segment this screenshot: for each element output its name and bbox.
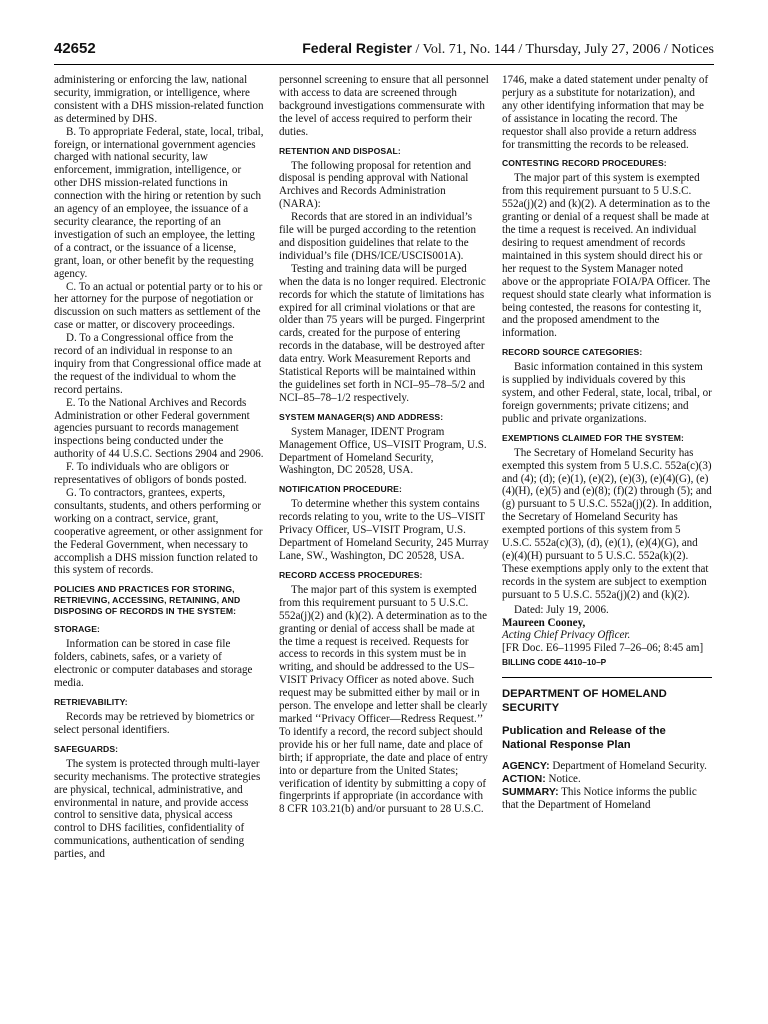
document-separator [502, 677, 712, 678]
routine-use-d: D. To a Congressional office from the record of an individual in response to an inquiry from that Congressional office made at the request of the individual to whom the record pertains. [54, 332, 262, 396]
signer-title: Acting Chief Privacy Officer. [502, 629, 631, 642]
retention-text: Records that are stored in an individual’s file will be purged according to the retention and disposition guidelines that relate to the individual’s file (DHS/ICE/USCIS001A). [279, 211, 477, 262]
agency-field [502, 760, 712, 773]
storage-text: Information can be stored in case file folders, cabinets, safes, or a variety of electronic or computer databases and storage media. [54, 638, 253, 690]
section-heading-record-access: RECORD ACCESS PROCEDURES: [279, 569, 423, 580]
safeguards-text: The system is protected through multi-layer security mechanisms. The protective strategies are physical, technical, administrative, and environmental in nature, and provide access control to sensitive data, physical access control to DHS facilities, confidentiality of communications, authentication of sending parties, and [54, 757, 261, 861]
summary-label: SUMMARY: [502, 785, 559, 798]
routine-use-e: E. To the National Archives and Records Administration or other Federal government agencies pursuant to records management inspections being conducted under the authority of 44 U.S.C. Sections 2904 and 2906. [54, 396, 264, 461]
retention-text: Testing and training data will be purged when the data is no longer required. Electronic records for which the statute of limitations has expired for all criminal violations or that are older than 75 years will be purged. Fingerprint cards, created for the purpose of entering records in the database, will be destroyed after data entry. Work Measurement Reports and Statistical Reports will be maintained within the guidelines set forth in NCI–95–78–5/2 and NCI–85–78–1/2 respectively. [279, 262, 486, 404]
record-access-text: The major part of this system is exempted from this requirement pursuant to 5 U.S.C. 552a(j)(2) and (k)(2). A determination as to the granting or denial of access shall be made at the time a request is received. Requests for access to records in this system must be in writing, and should be addressed to the US–VISIT Privacy Officer as noted above. Such request may be submitted either by mail or in person. The envelope and letter shall be clearly marked ‘‘Privacy Officer—Redress Request.’’ To identify a record, the record subject should provide his or her full name, date and place of birth; if appropriate, the date and place of entry into or departure from the United States; verification of identity by submitting a copy of fingerprints if appropriate (in accordance with 8 CFR 103.21(b) and/or pursuant to 28 U.S.C. [279, 583, 488, 816]
page-number: 42652 [54, 40, 96, 57]
routine-use-f: F. To individuals who are obligors or representatives of obligors of bonds posted. [54, 461, 247, 487]
publication-name: Federal Register [302, 40, 412, 56]
paragraph: personnel screening to ensure that all personnel with access to data are screened through background investigations commensurate with the level of access required to perform their duties. [279, 74, 489, 138]
action-value: Notice. [545, 773, 581, 786]
running-head [302, 40, 714, 58]
contesting-text: The major part of this system is exempted from this requirement pursuant to 5 U.S.C. 552a(j)(2) and (k)(2). A determination as to the granting or denial of a request shall be made at the time a request is received. An individual desiring to request amendment of records maintained in this system should direct his or her request to the System Manager noted above or the appropriate FOIA/PA Officer. The request should state clearly what information is being contested, the reasons for contesting it, and the proposed amendment to the information. [502, 172, 712, 340]
paragraph: 1746, make a dated statement under penalty of perjury as a substitute for notarization), and any other identifying information that may be of assistance in locating the record. The requestor shall also provide a return address for transmitting the records to be released. [502, 74, 709, 151]
notification-text: To determine whether this system contains records relating to you, write to the US–VISIT Privacy Officer, US–VISIT Program, U.S. Department of Homeland Security, 245 Murray Lane, SW., Washington, DC 20528, USA. [279, 498, 489, 562]
page-header [54, 38, 714, 62]
routine-use-c: C. To an actual or potential party or to his or her attorney for the purpose of negotiation or discussion on such matters as settlement of the case or matter, or discovery proceedings. [54, 280, 263, 332]
column-1 [54, 74, 264, 861]
section-heading-contesting: CONTESTING RECORD PROCEDURES: [502, 158, 667, 169]
section-heading-exemptions: EXEMPTIONS CLAIMED FOR THE SYSTEM: [502, 432, 684, 443]
agency-label: AGENCY: [502, 760, 550, 773]
column-2 [279, 74, 489, 816]
retention-text: The following proposal for retention and disposal is pending approval with National Archives and Records Administration (NARA): [279, 159, 472, 211]
signer-name: Maureen Cooney, [502, 616, 586, 629]
summary-value: This Notice informs the public that the Department of Homeland [502, 785, 697, 811]
section-heading-safeguards: SAFEGUARDS: [54, 743, 119, 754]
header-rule [54, 64, 714, 65]
agency-value: Department of Homeland Security. [549, 760, 707, 773]
section-heading-policies: POLICIES AND PRACTICES FOR STORING, RETRIEVING, ACCESSING, RETAINING, AND DISPOSING OF RECORDS IN THE SYSTEM: [54, 584, 241, 617]
fr-doc-line: [FR Doc. E6–11995 Filed 7–26–06; 8:45 am] [502, 642, 704, 655]
section-heading-storage: STORAGE: [54, 624, 101, 635]
action-label: ACTION: [502, 773, 546, 786]
exemptions-text: The Secretary of Homeland Security has exempted this system from 5 U.S.C. 552a(c)(3) and (4); (d); (e)(1), (e)(2), (e)(3), (e)(4)(G), (e)(4)(H), (e)(5) and (e)(8); (f)(2) through (5); and (g) pursuant to 5 U.S.C. 552a(j)(2). In addition, the Secretary of Homeland Security has exempted portions of this system from 5 U.S.C. 552a(c)(3), (d), (e)(1), (e)(4)(G), and (e)(4)(H) pursuant to 5 U.S.C. 552a(k)(2). These exemptions apply only to the extent that records in the system are subject to exemption pursuant to 5 U.S.C. 552a(j)(2) and (k)(2). [502, 446, 712, 601]
section-heading-retention: RETENTION AND DISPOSAL: [279, 145, 401, 156]
issue-citation: / Vol. 71, No. 144 / Thursday, July 27, 2006 / Notices [411, 42, 714, 57]
section-heading-record-source: RECORD SOURCE CATEGORIES: [502, 347, 643, 358]
summary-field [502, 786, 712, 812]
agency-heading: DEPARTMENT OF HOMELAND SECURITY [502, 688, 667, 714]
section-heading-notification: NOTIFICATION PROCEDURE: [279, 484, 402, 495]
column-3 [502, 74, 712, 812]
record-source-text: Basic information contained in this system is supplied by individuals covered by this system, and other Federal, state, local, tribal, or foreign governments; private citizens; and public and private organizations. [502, 361, 712, 425]
dated-line: Dated: July 19, 2006. [514, 603, 609, 616]
billing-code: BILLING CODE 4410–10–P [502, 657, 607, 668]
notice-title: Publication and Release of the National Response Plan [502, 725, 666, 751]
action-field [502, 773, 712, 786]
section-heading-retrievability: RETRIEVABILITY: [54, 696, 128, 707]
section-heading-system-manager: SYSTEM MANAGER(S) AND ADDRESS: [279, 411, 444, 422]
paragraph: administering or enforcing the law, national security, immigration, or intelligence, where consistent with a DHS mission-related function as determined by DHS. [54, 74, 264, 125]
routine-use-g: G. To contractors, grantees, experts, consultants, students, and others performing or working on a contract, service, grant, cooperative agreement, or other assignment for the Federal Government, when necessary to accomplish a DHS mission function related to this system of records. [54, 487, 263, 577]
system-manager-text: System Manager, IDENT Program Management Office, US–VISIT Program, U.S. Department of Homeland Security, Washington, DC 20528, USA. [279, 425, 487, 477]
routine-use-b: B. To appropriate Federal, state, local, tribal, foreign, or international government agencies charged with national security, law enforcement, immigration, intelligence, or other DHS mission-related functions in connection with the hiring or retention by such an agency of an employee, the issuance of a security clearance, the reporting of an investigation of such an employee, the letting of a contract, or the issuance of a license, grant, loan, or other benefit by the requesting agency. [54, 125, 264, 280]
retrievability-text: Records may be retrieved by biometrics or select personal identifiers. [54, 710, 255, 736]
